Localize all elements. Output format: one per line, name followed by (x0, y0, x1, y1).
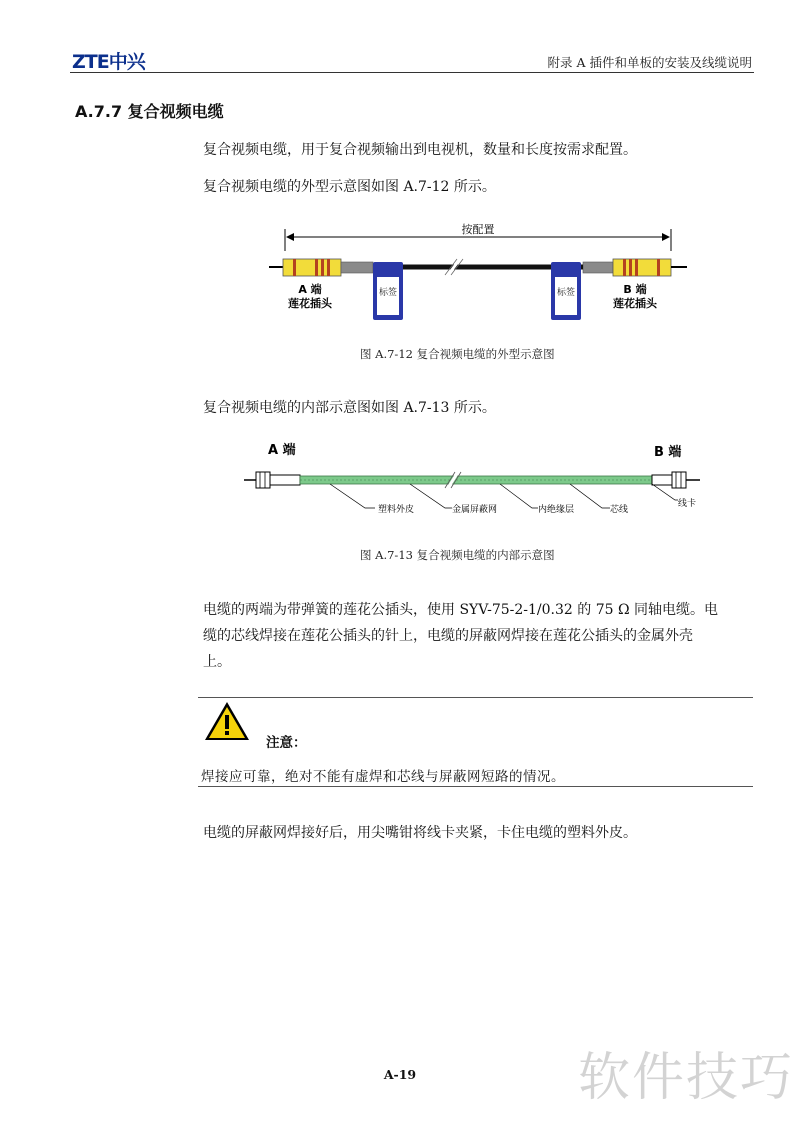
zte-logo: ZTE中兴 (72, 51, 145, 73)
end-b-label: B 端 (623, 283, 647, 296)
end-a-label: A 端 (298, 283, 322, 296)
end-b-title: B 端 (654, 445, 682, 460)
chapter-header: 附录 A 插件和单板的安装及线缆说明 (547, 55, 752, 70)
figure2-caption: 图 A.7-13 复合视频电缆的内部示意图 (360, 548, 555, 562)
plug-b-connector (583, 259, 687, 276)
warning-icon (203, 700, 251, 742)
label-inner-insulation: 内绝缘层 (538, 505, 575, 515)
end-a-plug-label: 莲花插头 (288, 297, 332, 310)
plug-a-connector (269, 259, 373, 276)
body-paragraph (203, 597, 755, 675)
tag-left (373, 262, 403, 320)
label-cable-clip: 线卡 (678, 499, 697, 509)
end-a-title: A 端 (268, 443, 296, 458)
label-plastic-jacket: 塑料外皮 (378, 505, 415, 515)
note-bottom-rule (198, 786, 753, 787)
intro-paragraph: 复合视频电缆，用于复合视频输出到电视机，数量和长度按需求配置。 (203, 142, 637, 158)
label-metal-shield: 金属屏蔽网 (452, 505, 498, 515)
length-label: 按配置 (461, 223, 495, 236)
body-line-2: 缆的芯线焊接在莲花公插头的针上，电缆的屏蔽网焊接在莲花公插头的金属外壳 (203, 628, 693, 644)
label-core-wire: 芯线 (610, 505, 629, 515)
figure1-caption: 图 A.7-12 复合视频电缆的外型示意图 (360, 347, 555, 361)
note-label: 注意： (266, 735, 307, 751)
header-divider (70, 72, 754, 73)
final-paragraph: 电缆的屏蔽网焊接好后，用尖嘴钳将线卡夹紧，卡住电缆的塑料外皮。 (203, 825, 637, 841)
figure1-reference: 复合视频电缆的外型示意图如图 A.7-12 所示。 (203, 179, 496, 195)
body-line-3: 上。 (203, 654, 231, 670)
cable-exterior-figure (265, 215, 693, 335)
note-text: 焊接应可靠，绝对不能有虚焊和芯线与屏蔽网短路的情况。 (201, 769, 565, 785)
end-b-plug-label: 莲花插头 (613, 297, 657, 310)
svg-text:标签: 标签 (378, 288, 398, 298)
page-number: A-19 (383, 1067, 417, 1082)
tag-right (551, 262, 581, 320)
svg-text:标签: 标签 (556, 288, 576, 298)
right-connector (652, 472, 700, 488)
body-line-1: 电缆的两端为带弹簧的莲花公插头，使用 SYV-75-2-1/0.32 的 75 Ω 同轴电缆。电 (203, 602, 719, 618)
watermark: 软件技巧 (577, 1048, 794, 1108)
cable-interior-figure (240, 440, 720, 535)
left-connector (244, 472, 300, 488)
note-top-rule (198, 697, 753, 698)
section-title: A.7.7 复合视频电缆 (75, 102, 224, 121)
figure2-reference: 复合视频电缆的内部示意图如图 A.7-13 所示。 (203, 400, 496, 416)
